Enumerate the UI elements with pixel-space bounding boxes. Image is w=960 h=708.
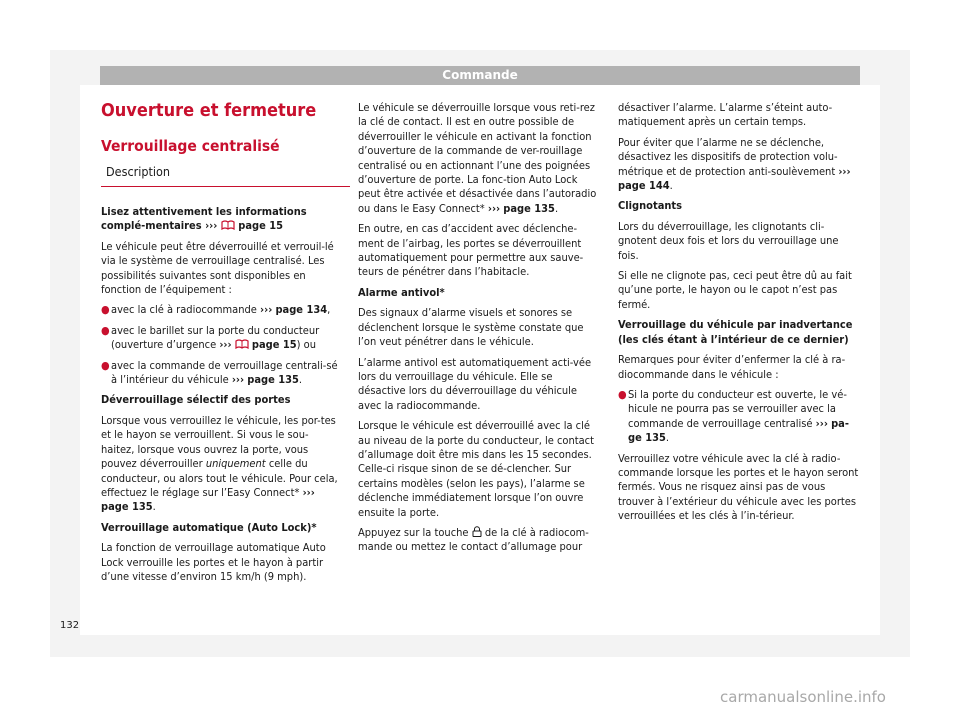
chapter-title: Ouverture et fermeture [101, 100, 317, 121]
content-panel [80, 85, 880, 635]
paragraph: La fonction de verrouillage automatique Auto Lock verrouille les portes et le hayon à partir d’une vitesse d’environ 15 km/h (9 mph). [101, 541, 326, 583]
arrow-glyph: ››› [205, 219, 218, 233]
paragraph: Lors du déverrouillage, les clignotants cli-gnotent deux fois et lors du verrouillage une fois. [618, 219, 839, 262]
paragraph: Verrouillez votre véhicule avec la clé à radio-commande lorsque les portes et le hayon seront fermés. Vous ne risquez ainsi pas de vous trouver à l’extérieur du véhicule avec les portes verrouillées et les clés à l’in-térieur. [618, 451, 859, 523]
intro-paragraph: Lisez attentivement les informations complé-mentaires ››› page 15 [101, 205, 307, 233]
paragraph-heading: Verrouillage du véhicule par inadvertance (les clés étant à l’intérieur de ce dernier) [618, 318, 853, 346]
lock-icon [472, 526, 482, 537]
book-icon [235, 339, 249, 349]
arrow-glyph: ››› [838, 164, 851, 178]
subsection-title: Description [101, 164, 350, 187]
arrow-glyph: ››› [815, 416, 828, 430]
paragraph: Lorsque le véhicule est déverrouillé avec la clé au niveau de la porte du conducteur, le contact d’allumage doit être mis dans les 15 secondes. Celle-ci risque sinon de se dé-clencher. Sur certains modèles (selon les pays), l’alarme se déclenche immédiatement lorsque l’on ouvre ensuite la porte. [358, 419, 594, 519]
page-ref[interactable]: pa-ge 135 [628, 416, 849, 445]
column-3 [618, 85, 860, 530]
arrow-glyph: ››› [231, 373, 245, 387]
bullet-item: ● Si la porte du conducteur est ouverte, le vé-hicule ne pourra pas se verrouiller avec la commande de verrouillage centralisé ››› pa-ge 135. [618, 387, 849, 445]
bullet-dot-icon: ● [618, 387, 627, 401]
arrow-glyph: ››› [260, 303, 273, 317]
paragraph: Des signaux d’alarme visuels et sonores se déclenchent lorsque le système constate que l’on veut pénétrer dans le véhicule. [358, 306, 584, 349]
page-ref[interactable]: page 134 [275, 303, 328, 317]
page-ref[interactable]: page 135 [247, 373, 299, 387]
section-title: Verrouillage centralisé [101, 137, 280, 155]
column-1 [101, 85, 341, 590]
paragraph-heading: Verrouillage automatique (Auto Lock)* [101, 520, 317, 534]
arrow-glyph: ››› [302, 485, 315, 499]
bullet-item: ● avec le barillet sur la porte du conducteur (ouverture d’urgence ››› page 15) ou [101, 323, 320, 352]
page-ref[interactable]: page 15 [251, 338, 297, 352]
watermark: carmanualsonline.info [720, 688, 886, 706]
paragraph: Si elle ne clignote pas, ceci peut être dû au fait qu’une porte, le hayon ou le capot n’est pas fermé. [618, 269, 852, 311]
page-ref[interactable]: page 15 [238, 219, 284, 233]
paragraph: Le véhicule peut être déverrouillé et verrouil-lé via le système de verrouillage centralisé. Les possibilités suivantes sont disponibles en fonction de l’équipement : [101, 239, 334, 297]
paragraph: Le véhicule se déverrouille lorsque vous reti-rez la clé de contact. Il est en outre possible de déverrouiller le véhicule en activant la fonction d’ouverture de la commande de ver-rouillage centralisé ou en actionnant l’une des poignées d’ouverture de porte. La fonc-tion Auto Lock peut être activée et désactivée dans l’autoradio ou dans le Easy Connect* ››› page 135. [358, 101, 597, 215]
paragraph: Appuyez sur la touche de la clé à radiocom-mande ou mettez le contact d’allumage pour [358, 525, 589, 554]
column-2 [358, 85, 600, 561]
paragraph: désactiver l’alarme. L’alarme s’éteint auto-matiquement après un certain temps. [618, 101, 833, 129]
page-ref[interactable]: page 135 [101, 500, 153, 514]
paragraph-heading: Déverrouillage sélectif des portes [101, 393, 291, 407]
bullet-dot-icon: ● [101, 323, 110, 337]
bullet-item: ● avec la clé à radiocommande ››› page 134, [101, 303, 331, 317]
paragraph-heading: Alarme antivol* [358, 285, 445, 299]
bullet-item: ● avec la commande de verrouillage centrali-sé à l’intérieur du véhicule ››› page 135. [101, 358, 338, 387]
paragraph: En outre, en cas d’accident avec déclenche-ment de l’airbag, les portes se déverrouillent automatiquement pour permettre aux sauve-teurs de pénétrer dans l’habitacle. [358, 222, 584, 279]
arrow-glyph: ››› [219, 338, 232, 352]
page-number: 132 [60, 620, 80, 631]
paragraph: L’alarme antivol est automatiquement acti-vée lors du verrouillage du véhicule. Elle se désactive lors du déverrouillage du véhicule avec la radiocommande. [358, 355, 592, 412]
paragraph: Pour éviter que l’alarme ne se déclenche, désactivez les dispositifs de protection volu-métrique et de protection anti-soulèvement ››› page 144. [618, 135, 851, 193]
bullet-dot-icon: ● [101, 358, 110, 372]
paragraph-heading: Clignotants [618, 199, 683, 213]
bullet-dot-icon: ● [101, 303, 110, 317]
page-ref[interactable]: page 135 [503, 201, 555, 215]
arrow-glyph: ››› [487, 201, 501, 215]
paragraph: Lorsque vous verrouillez le véhicule, les por-tes et le hayon se verrouillent. Si vous le sou-haitez, lorsque vous ouvrez la porte, vous pouvez déverrouiller uniquement celle du conducteur, ou alors tout le véhicule. Pour cela, effectuez le réglage sur l’Easy Connect* ››› page 135. [101, 413, 338, 514]
page-ref[interactable]: page 144 [618, 179, 670, 193]
book-icon [221, 220, 235, 230]
section-header: Commande [100, 66, 860, 85]
paragraph: Remarques pour éviter d’enfermer la clé à ra-diocommande dans le véhicule : [618, 353, 846, 381]
